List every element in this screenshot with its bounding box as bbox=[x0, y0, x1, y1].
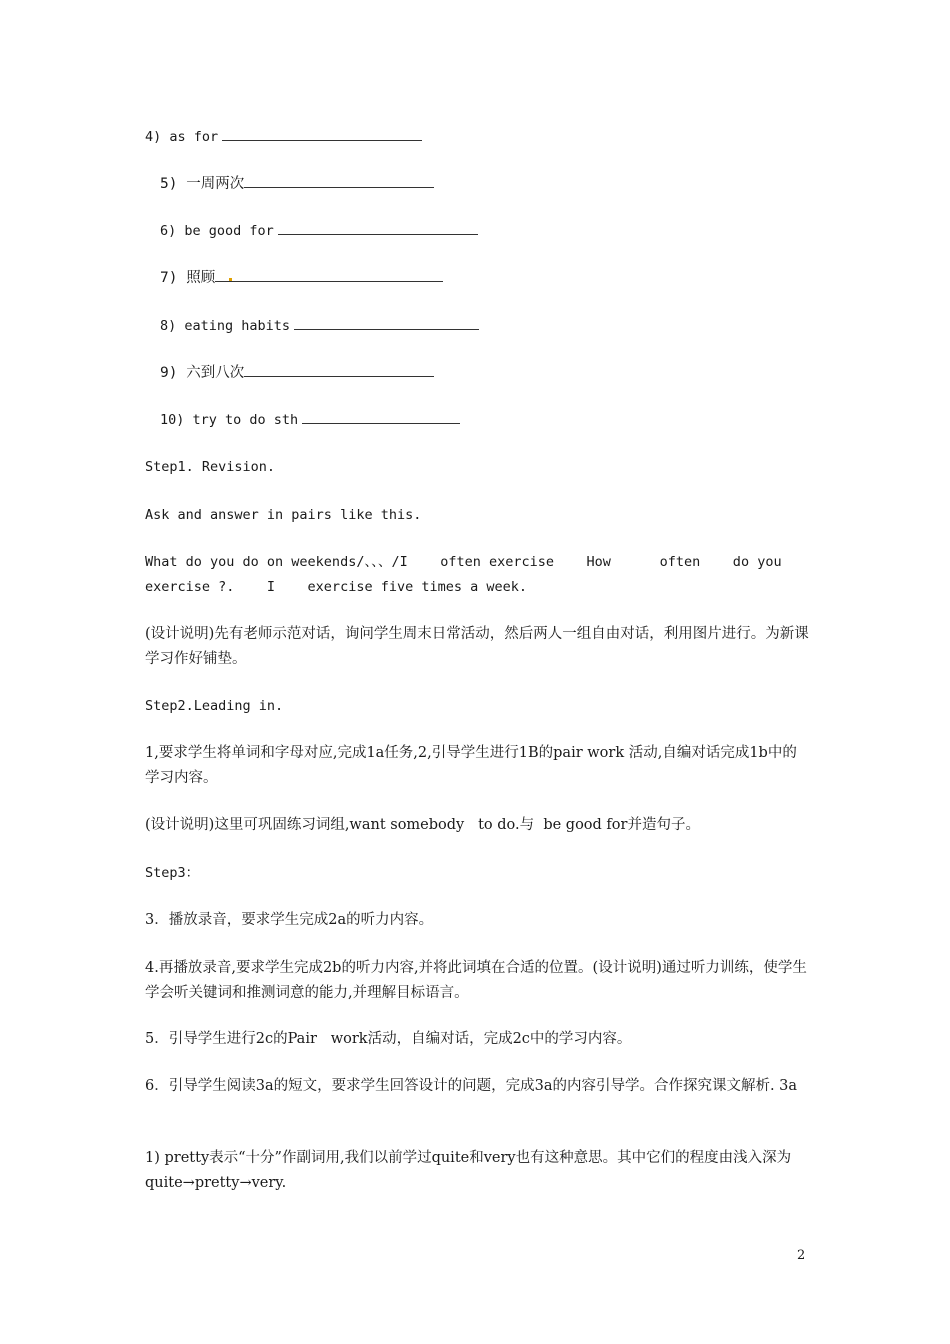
item-6 bbox=[160, 219, 825, 244]
step3-paragraph-5: 5．引导学生进行2c的Pair work活动，自编对话，完成2c中的学习内容。 bbox=[145, 1031, 632, 1047]
item-6-text: 6) be good for bbox=[160, 223, 274, 239]
step1-design-note: (设计说明)先有老师示范对话，询问学生周末日常活动，然后两人一组自由对话，利用图片进行。为新课学习作好铺垫。 bbox=[145, 626, 809, 667]
step2-title: Step2.Leading in. bbox=[145, 698, 284, 714]
step3-paragraph-4: 4.再播放录音,要求学生完成2b的听力内容,并将此词填在合适的位置。(设计说明)通过听力训练，使学生学会听关键词和推测词意的能力,并理解目标语言。 bbox=[145, 960, 807, 1001]
step1-dialog-line1: What do you do on weekends/、、、/I often exercise How often do you bbox=[145, 554, 782, 570]
item-5 bbox=[160, 172, 825, 197]
step2-task: 1,要求学生将单词和字母对应,完成1a任务,2,引导学生进行1B的pair work 活动,自编对话完成1b中的学习内容。 bbox=[145, 745, 797, 786]
item-10-text: 10) try to do sth bbox=[160, 412, 299, 428]
item-4 bbox=[145, 125, 810, 150]
answer-blank[interactable] bbox=[244, 361, 434, 377]
item-7 bbox=[160, 266, 825, 291]
page-number: 2 bbox=[797, 1248, 806, 1263]
answer-blank[interactable] bbox=[278, 219, 478, 235]
item-8 bbox=[160, 314, 825, 339]
step1-dialog-line2: exercise ?. I exercise five times a week. bbox=[145, 579, 528, 595]
answer-blank[interactable] bbox=[294, 314, 479, 330]
item-9 bbox=[160, 361, 825, 386]
step1-instruction: Ask and answer in pairs like this. bbox=[145, 507, 422, 523]
answer-blank[interactable] bbox=[222, 125, 422, 141]
step3-paragraph-7: 1) pretty表示“十分”作副词用,我们以前学过quite和very也有这种意思。其中它们的程度由浅入深为quite→pretty→very. bbox=[145, 1150, 792, 1191]
item-5-text: 5) 一周两次 bbox=[160, 176, 245, 192]
item-10 bbox=[160, 408, 825, 433]
step3-paragraph-6: 6．引导学生阅读3a的短文，要求学生回答设计的问题，完成3a的内容引导学。合作探究课文解析. 3a bbox=[145, 1078, 798, 1094]
step3-title: Step3： bbox=[145, 865, 200, 881]
item-9-text: 9) 六到八次 bbox=[160, 365, 245, 381]
item-4-text: 4) as for bbox=[145, 129, 219, 145]
answer-blank[interactable] bbox=[215, 266, 443, 282]
step2-design-note: (设计说明)这里可巩固练习词组,want somebody to do.与 be good for并造句子。 bbox=[145, 817, 700, 833]
step3-paragraph-3: 3．播放录音，要求学生完成2a的听力内容。 bbox=[145, 912, 434, 928]
highlight-dot bbox=[229, 278, 232, 281]
answer-blank[interactable] bbox=[302, 408, 460, 424]
step1-title: Step1. Revision. bbox=[145, 459, 276, 475]
item-7-text: 7) 照顾 bbox=[160, 270, 216, 286]
answer-blank[interactable] bbox=[244, 172, 434, 188]
item-8-text: 8) eating habits bbox=[160, 318, 291, 334]
